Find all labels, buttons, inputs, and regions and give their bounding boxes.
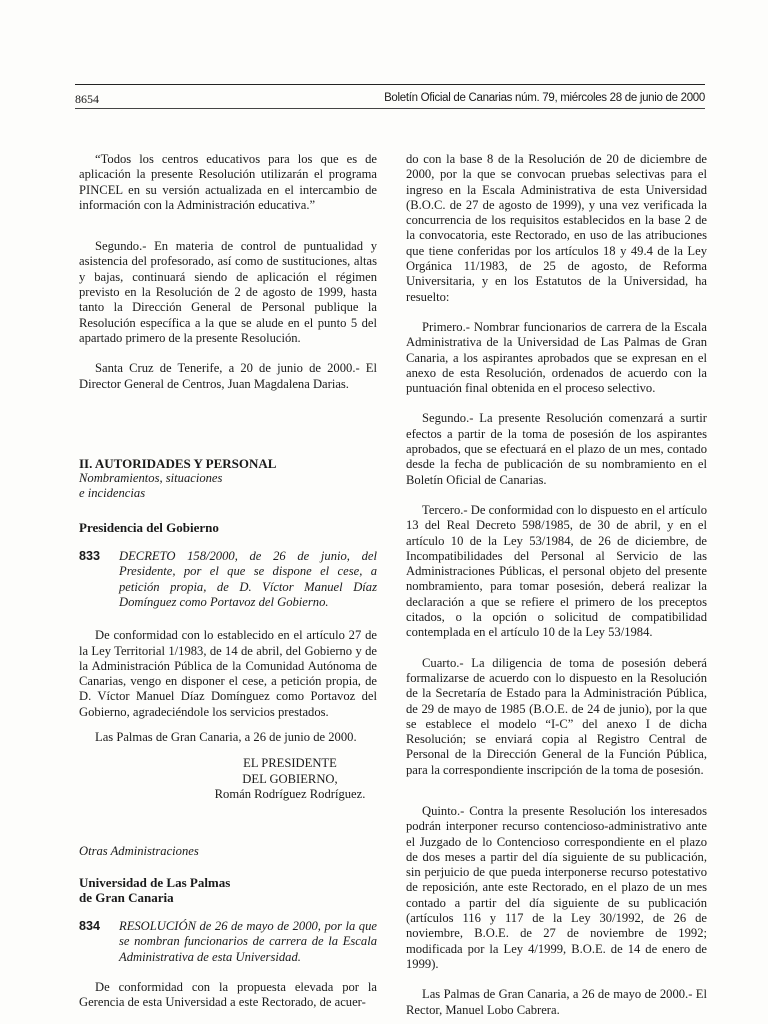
paragraph: De conformidad con la propuesta elevada por la Gerencia de esta Universidad a este Rectorado, de acuer- bbox=[79, 979, 377, 1010]
paragraph: Santa Cruz de Tenerife, a 20 de junio de 2000.- El Director General de Centros, Juan Magdalena Darias. bbox=[79, 361, 377, 391]
paragraph: Las Palmas de Gran Canaria, a 26 de junio de 2000. bbox=[95, 730, 357, 745]
entry-834 bbox=[79, 919, 377, 965]
entry-number: 833 bbox=[79, 549, 101, 564]
left-column bbox=[79, 152, 377, 1011]
section-subtitle: Nombramientos, situaciones bbox=[79, 471, 223, 486]
page-number: 8654 bbox=[75, 92, 99, 106]
signature-line: EL PRESIDENTE bbox=[243, 756, 337, 771]
organization-heading: Universidad de Las Palmas bbox=[79, 874, 231, 890]
entry-title: RESOLUCIÓN de 26 de mayo de 2000, por la que se nombran funcionarios de carrera de la Escala Administrativa de esta Universidad. bbox=[119, 919, 377, 964]
entry-title: DECRETO 158/2000, de 26 de junio, del Presidente, por el que se dispone el cese, a petición propia, de D. Víctor Manuel Díaz Domínguez como Portavoz del Gobierno. bbox=[119, 549, 377, 609]
paragraph: Cuarto.- La diligencia de toma de posesión deberá formalizarse de acuerdo con lo dispuesto en la Resolución de la Secretaría de Estado para la Administración Pública, de 29 de mayo de 1985 (B.O.E. de 24 de junio), por la que se establece el modelo “I-C” del anexo I de dicha Resolución; se enviará copia al Registro Central de Personal de la Dirección General de la Función Pública, para la correspondiente inscripción de la toma de posesión. bbox=[406, 655, 707, 777]
signature-block bbox=[205, 756, 375, 802]
header-bottom-rule bbox=[75, 108, 705, 109]
section-subtitle: e incidencias bbox=[79, 486, 146, 501]
organization-heading: Presidencia del Gobierno bbox=[79, 519, 219, 535]
section-title: II. AUTORIDADES Y PERSONAL bbox=[79, 455, 277, 471]
paragraph: “Todos los centros educativos para los que es de aplicación la presente Resolución utilizarán el programa PINCEL en su versión actualizada en el intercambio de información con la Administración educativa.” bbox=[79, 152, 377, 212]
section-subtitle: Otras Administraciones bbox=[79, 844, 199, 859]
paragraph: Segundo.- La presente Resolución comenzará a surtir efectos a partir de la toma de posesión de los aspirantes aprobados, que se efectuará en el plazo de un mes, contado desde la fecha de publicación de su nombramiento en el Boletín Oficial de Canarias. bbox=[406, 411, 707, 487]
signature-name: Román Rodríguez Rodríguez. bbox=[214, 786, 366, 801]
paragraph: Quinto.- Contra la presente Resolución los interesados podrán interponer recurso contencioso-administrativo ante el Juzgado de lo Contencioso correspondiente en el plazo de dos meses a partir del día siguiente de su publicación, sin perjuicio de que pueda interponerse recurso potestativo de reposición, ante este Rectorado, en el plazo de un mes contado a partir del día siguiente de su publicación (artículos 116 y 117 de la Ley 30/1992, de 26 de noviembre, B.O.E. de 27 de noviembre de 1992; modificada por la Ley 4/1999, B.O.E. de 14 de enero de 1999). bbox=[406, 803, 707, 971]
paragraph: do con la base 8 de la Resolución de 20 de diciembre de 2000, por la que se convocan pruebas selectivas para el ingreso en la Escala Administrativa de esta Universidad (B.O.C. de 27 de agosto de 1999), y una vez verificada la concurrencia de los requisitos establecidos en la base 2 de la convocatoria, este Rectorado, en uso de las atribuciones que tiene conferidas por los artículos 18 y 49.4 de la Ley Orgánica 11/1983, de 25 de agosto, de Reforma Universitaria, y en los Estatutos de la Universidad, ha resuelto: bbox=[406, 152, 707, 304]
header-top-rule bbox=[75, 84, 705, 85]
paragraph: Las Palmas de Gran Canaria, a 26 de mayo de 2000.- El Rector, Manuel Lobo Cabrera. bbox=[406, 987, 707, 1017]
entry-833 bbox=[79, 549, 377, 610]
paragraph: Primero.- Nombrar funcionarios de carrera de la Escala Administrativa de la Universidad de Las Palmas de Gran Canaria, a los aspirantes aprobados que se expresan en el anexo de esta Resolución, ordenados de acuerdo con la puntuación final obtenida en el proceso selectivo. bbox=[406, 319, 707, 396]
running-head: Boletín Oficial de Canarias núm. 79, miércoles 28 de junio de 2000 bbox=[384, 92, 705, 104]
entry-number: 834 bbox=[79, 919, 101, 934]
paragraph: Segundo.- En materia de control de puntualidad y asistencia del profesorado, así como de sustituciones, altas y bajas, continuará siendo de aplicación el régimen previsto en la Resolución de 2 de agosto de 1999, hasta tanto la Dirección General de Personal publique la Resolución específica a la que se alude en el punto 5 del apartado primero de la presente Resolución. bbox=[79, 239, 377, 345]
paragraph: Tercero.- De conformidad con lo dispuesto en el artículo 13 del Real Decreto 598/1985, de 30 de abril, y en el artículo 10 de la Ley 53/1984, de 26 de diciembre, de Incompatibilidades del Personal al Servicio de las Administraciones Públicas, el personal objeto del presente nombramiento, para tomar posesión, deberá realizar la declaración a que se refiere el primero de los preceptos citados, o la opción o solicitud de compatibilidad contemplada en el artículo 10 de la Ley 53/1984. bbox=[406, 502, 707, 640]
right-column bbox=[406, 152, 707, 1018]
organization-heading: de Gran Canaria bbox=[79, 889, 174, 905]
signature-line: DEL GOBIERNO, bbox=[242, 771, 338, 786]
paragraph: De conformidad con lo establecido en el artículo 27 de la Ley Territorial 1/1983, de 14 de abril, del Gobierno y de la Administración Pública de la Comunidad Autónoma de Canarias, vengo en disponer el cese, a petición propia, de D. Víctor Manuel Díaz Domínguez como Portavoz del Gobierno, agradeciéndole los servicios prestados. bbox=[79, 628, 377, 719]
